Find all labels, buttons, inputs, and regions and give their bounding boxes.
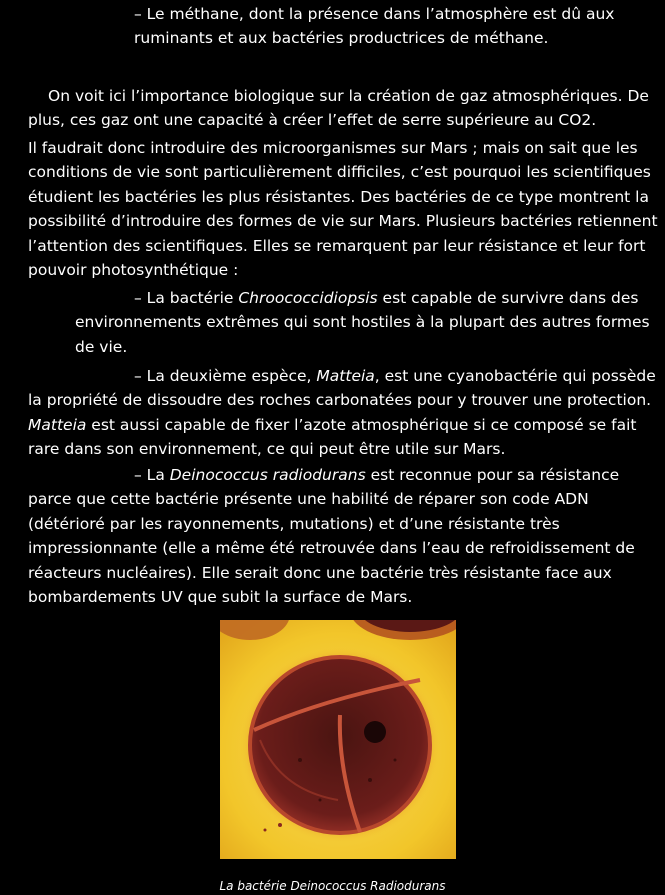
matteia-middle: , est une cyanobactérie qui possède la propriété de dissoudre des roches carbonatées pour y trouver une protection.	[28, 367, 656, 410]
importance-text: On voit ici l’importance biologique sur la création de gaz atmosphériques. De plus, ces gaz ont une capacité à créer l’effet de serre supérieure au CO2.	[28, 87, 649, 130]
deinococcus-paragraph	[28, 463, 658, 609]
speck	[319, 799, 322, 802]
introduire-text: Il faudrait donc introduire des microorganismes sur Mars ; mais on sait que les conditions de vie sont particulièrement difficiles, c’est pourquoi les scientifiques étudient les bactéries les plus résistantes. Des bactéries de ce type montrent la possibilité d’introduire des formes de vie sur Mars. Plusieurs bactéries retiennent l’attention des scientifiques. Elles se remarquent par leur résistance et leur fort pouvoir photosynthétique :	[28, 139, 658, 280]
matteia-paragraph	[28, 364, 658, 462]
introduire-paragraph	[28, 136, 658, 282]
matteia-prefix: – La deuxième espèce,	[134, 367, 317, 385]
speck	[264, 829, 267, 832]
speck	[394, 759, 397, 762]
bacteria-micrograph	[220, 620, 456, 859]
chroo-prefix: – La bactérie	[134, 289, 239, 307]
chroococcidiopsis-paragraph	[75, 286, 658, 359]
methane-paragraph	[28, 2, 658, 51]
matteia-suffix: est aussi capable de fixer l’azote atmosphérique si ce composé se fait rare dans son environnement, ce qui peut être utile sur Mars.	[28, 415, 637, 459]
nucleoid-spot	[364, 721, 386, 743]
speck	[298, 758, 302, 762]
speck	[278, 823, 282, 827]
matteia-species-name: Matteia	[316, 367, 375, 385]
deino-prefix: – La	[134, 466, 170, 484]
bacteria-micrograph-svg	[220, 620, 456, 859]
chroo-suffix: est capable de survivre dans des environnements extrêmes qui sont hostiles à la plupart des autres formes de vie.	[75, 289, 650, 356]
chroo-species-name: Chroococcidiopsis	[238, 289, 378, 307]
methane-text: – Le méthane, dont la présence dans l’atmosphère est dû aux ruminants et aux bactéries productrices de méthane.	[134, 5, 615, 48]
importance-paragraph	[28, 84, 658, 133]
speck	[368, 778, 372, 782]
deino-suffix: est reconnue pour sa résistance parce que cette bactérie présente une habilité de réparer son code ADN (détérioré par les rayonnements, mutations) et d’une résistante très impressionnante (elle a même été retrouvée dans l’eau de refroidissement de réacteurs nucléaires). Elle serait donc une bactérie très résistante face aux bombardements UV que subit la surface de Mars.	[28, 466, 635, 607]
deino-species-name: Deinococcus radiodurans	[169, 466, 366, 484]
matteia-species-name-2: Matteia	[28, 415, 87, 434]
figure-caption: La bactérie Deinococcus Radiodurans	[219, 879, 446, 893]
